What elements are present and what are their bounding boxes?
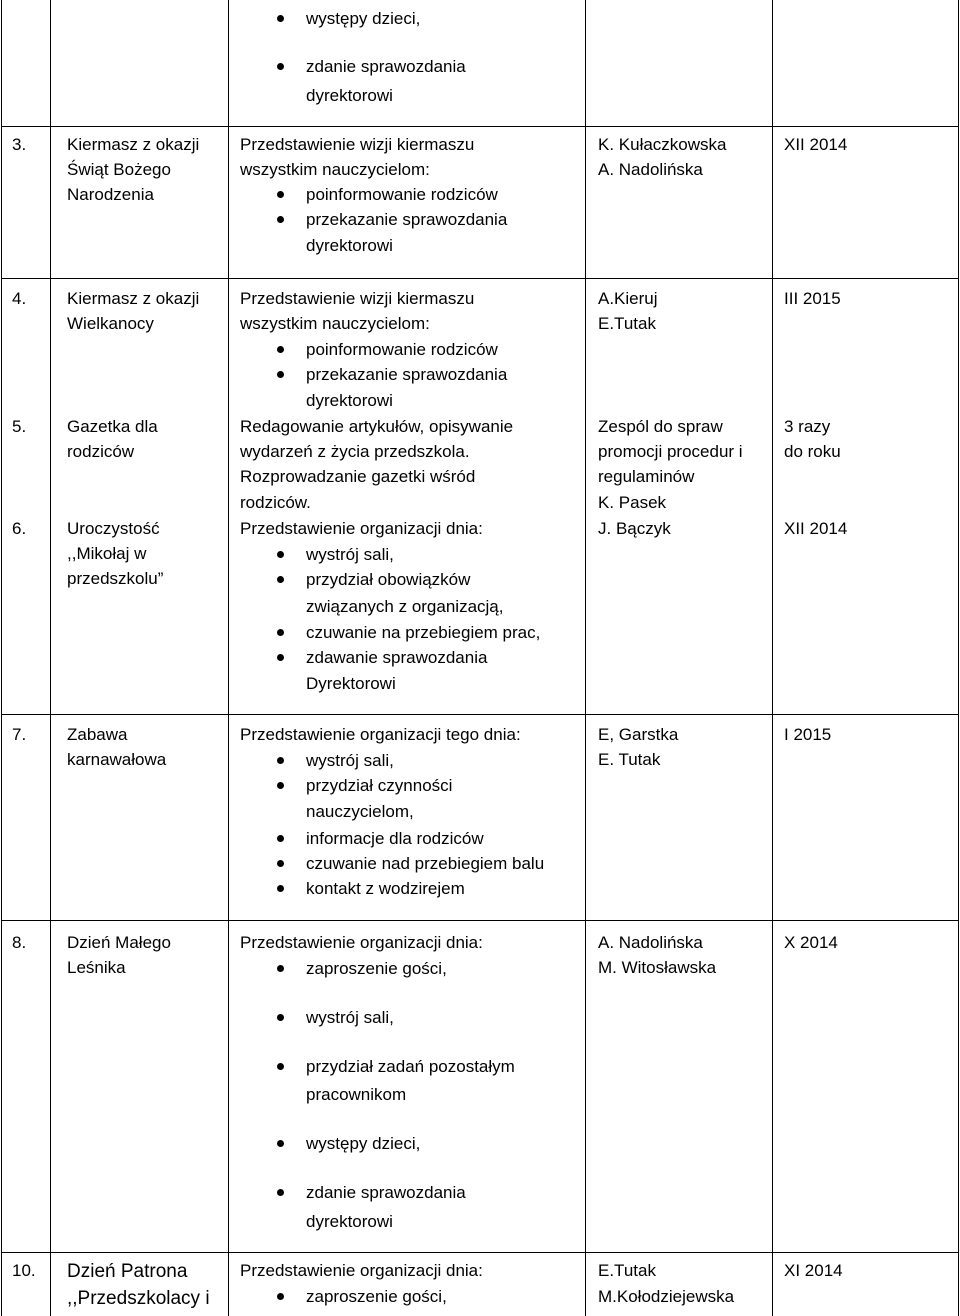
- description-line: Przedstawienie organizacji dnia:: [240, 1261, 483, 1280]
- responsible-person: J. Bączyk: [598, 519, 671, 538]
- list-item-continuation: dyrektorowi: [306, 86, 393, 105]
- list-item: wystrój sali,: [240, 1005, 515, 1030]
- event-name-line: rodziców: [67, 442, 135, 461]
- task-list: [240, 620, 540, 670]
- list-item: poinformowanie rodziców: [240, 337, 507, 362]
- task-list: [240, 956, 515, 1079]
- event-name-line: Uroczystość: [67, 519, 160, 538]
- responsible-person: K. Pasek: [598, 493, 667, 512]
- table-border-right: [958, 0, 959, 1316]
- list-item-continuation: pracownikom: [306, 1085, 407, 1104]
- description-line: wszystkim nauczycielom:: [240, 160, 430, 179]
- list-item: zdawanie sprawozdania: [240, 645, 540, 670]
- description-line: Redagowanie artykułów, opisywanie: [240, 417, 514, 436]
- event-name-line: Kiermasz z okazji: [67, 135, 200, 154]
- event-name-line: Gazetka dla: [67, 417, 158, 436]
- table-border-people: [772, 0, 773, 1316]
- row-border: [1, 278, 959, 279]
- list-item: czuwanie nad przebiegiem balu: [240, 851, 544, 876]
- top-bullet-list: [240, 6, 466, 79]
- row-border: [1, 714, 959, 715]
- responsible-person: Zespól do spraw: [598, 417, 723, 436]
- responsible-person: promocji procedur i: [598, 442, 743, 461]
- responsible-person: A. Nadolińska: [598, 160, 703, 179]
- responsible-person: A. Nadolińska: [598, 933, 703, 952]
- event-name-line: ,,Przedszkolacy i: [67, 1288, 210, 1309]
- frequency: do roku: [784, 442, 841, 461]
- row-number: 4.: [12, 289, 27, 308]
- list-item: kontakt z wodzirejem: [240, 876, 544, 901]
- description-line: Przedstawienie organizacji dnia:: [240, 933, 483, 952]
- table-border-left: [1, 0, 2, 1316]
- list-item-continuation: Dyrektorowi: [306, 674, 396, 693]
- row-number: 5.: [12, 417, 27, 436]
- event-name-line: Narodzenia: [67, 185, 154, 204]
- event-name-line: Wielkanocy: [67, 314, 154, 333]
- event-name-line: Zabawa: [67, 725, 128, 744]
- list-item: zdanie sprawozdania: [240, 1180, 466, 1205]
- list-item: poinformowanie rodziców: [240, 182, 507, 207]
- row-border: [1, 1252, 959, 1253]
- list-item: zaproszenie gości,: [240, 956, 515, 981]
- list-item-continuation: dyrektorowi: [306, 236, 393, 255]
- description-line: rodziców.: [240, 493, 311, 512]
- date: X 2014: [784, 933, 838, 952]
- event-name-line: Kiermasz z okazji: [67, 289, 200, 308]
- table-border-event: [228, 0, 229, 1316]
- row-number: 6.: [12, 519, 27, 538]
- list-item-continuation: dyrektorowi: [306, 1212, 393, 1231]
- list-item-continuation: związanych z organizacją,: [306, 597, 504, 616]
- task-list: [240, 337, 507, 387]
- list-item: przydział czynności: [240, 773, 452, 798]
- row-number: 8.: [12, 933, 27, 952]
- frequency: 3 razy: [784, 417, 831, 436]
- list-item: przekazanie sprawozdania: [240, 362, 507, 387]
- responsible-person: E.Tutak: [598, 1261, 656, 1280]
- description-line: Przedstawienie wizji kiermaszu: [240, 289, 475, 308]
- list-item: przydział obowiązków: [240, 567, 470, 592]
- event-name-line: Leśnika: [67, 958, 126, 977]
- task-list: [240, 182, 507, 232]
- row-number: 7.: [12, 725, 27, 744]
- responsible-person: E. Tutak: [598, 750, 661, 769]
- row-number: 10.: [12, 1261, 36, 1280]
- date: III 2015: [784, 289, 841, 308]
- description-line: Przedstawienie organizacji dnia:: [240, 519, 483, 538]
- list-item: zdanie sprawozdania: [240, 54, 466, 79]
- list-item: wystrój sali,: [240, 748, 452, 773]
- task-list: [240, 542, 470, 592]
- event-name-line: przedszkolu”: [67, 569, 164, 588]
- task-list: [240, 1284, 447, 1309]
- task-list: [240, 1131, 466, 1205]
- responsible-person: regulaminów: [598, 467, 695, 486]
- event-name-line: karnawałowa: [67, 750, 167, 769]
- date: XII 2014: [784, 135, 848, 154]
- responsible-person: M.Kołodziejewska: [598, 1287, 735, 1306]
- task-list: [240, 826, 544, 901]
- row-number: 3.: [12, 135, 27, 154]
- responsible-person: E, Garstka: [598, 725, 679, 744]
- list-item: przydział zadań pozostałym: [240, 1054, 515, 1079]
- responsible-person: A.Kieruj: [598, 289, 658, 308]
- date: XII 2014: [784, 519, 848, 538]
- list-item: zaproszenie gości,: [240, 1284, 447, 1309]
- description-line: wydarzeń z życia przedszkola.: [240, 442, 470, 461]
- description-line: Przedstawienie organizacji tego dnia:: [240, 725, 521, 744]
- event-name-line: Dzień Patrona: [67, 1261, 188, 1282]
- date: XI 2014: [784, 1261, 843, 1280]
- list-item: czuwanie na przebiegiem prac,: [240, 620, 540, 645]
- description-line: Rozprowadzanie gazetki wśród: [240, 467, 476, 486]
- table-border-num: [50, 0, 51, 1316]
- list-item: informacje dla rodziców: [240, 826, 544, 851]
- row-border: [1, 920, 959, 921]
- event-name-line: Dzień Małego: [67, 933, 171, 952]
- list-item: występy dzieci,: [240, 1131, 466, 1156]
- responsible-person: M. Witosławska: [598, 958, 717, 977]
- description-line: wszystkim nauczycielom:: [240, 314, 430, 333]
- row-border: [1, 126, 959, 127]
- date: I 2015: [784, 725, 832, 744]
- event-name-line: ,,Mikołaj w: [67, 544, 147, 563]
- table-border-desc: [585, 0, 586, 1316]
- responsible-person: K. Kułaczkowska: [598, 135, 727, 154]
- description-line: Przedstawienie wizji kiermaszu: [240, 135, 475, 154]
- task-list: [240, 748, 452, 798]
- list-item: występy dzieci,: [240, 6, 466, 31]
- responsible-person: E.Tutak: [598, 314, 656, 333]
- event-name-line: Świąt Bożego: [67, 160, 171, 179]
- list-item-continuation: dyrektorowi: [306, 391, 393, 410]
- list-item-continuation: nauczycielom,: [306, 802, 414, 821]
- list-item: przekazanie sprawozdania: [240, 207, 507, 232]
- list-item: wystrój sali,: [240, 542, 470, 567]
